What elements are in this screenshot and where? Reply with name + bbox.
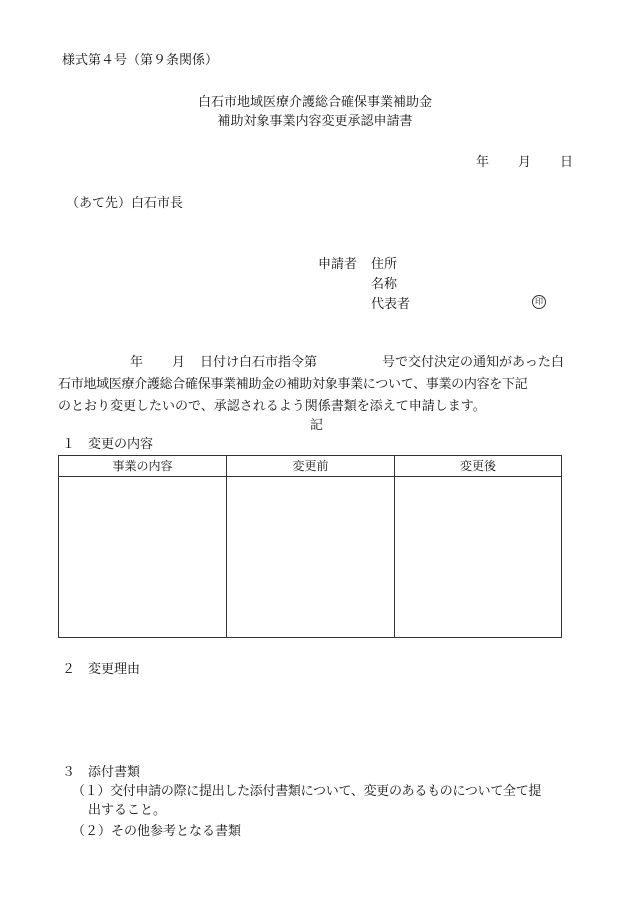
section2-heading: ２ 変更理由 [62, 662, 141, 677]
attachment-item1-line1: （１）交付申請の際に提出した添付書類について、変更のあるものについて全て提 [72, 784, 542, 799]
form-number: 様式第４号（第９条関係） [62, 53, 219, 68]
change-table [58, 455, 562, 638]
form-title-line2: 補助対象事業内容変更承認申請書 [217, 114, 413, 129]
body-line3: のとおり変更したいので、承認されるよう関係書類を添えて申請します。 [58, 399, 486, 414]
ki-label: 記 [310, 418, 324, 433]
table-header-row [59, 456, 561, 477]
body-day-ref: 日付け白石市指令第 [200, 355, 318, 370]
addressee: （あて先）白石市長 [66, 196, 184, 211]
body-line2: 石市地域医療介護総合確保事業補助金の補助対象事業について、事業の内容を下記 [58, 377, 528, 392]
section1-heading: １ 変更の内容 [62, 437, 154, 452]
cell-before[interactable] [227, 477, 394, 637]
body-month: 月 [172, 355, 186, 370]
representative-label: 代表者 [371, 297, 411, 312]
date-day: 日 [560, 155, 574, 170]
column-header-after: 変更後 [459, 459, 496, 473]
column-header-before: 変更前 [292, 459, 329, 473]
body-number-ref: 号で交付決定の通知があった白 [382, 355, 564, 370]
attachment-item2: （２）その他参考となる書類 [72, 824, 242, 839]
seal-icon: 印 [532, 295, 546, 309]
name-label: 名称 [371, 277, 398, 292]
form-title-line1: 白石市地域医療介護総合確保事業補助金 [197, 95, 432, 110]
section3-heading: ３ 添付書類 [62, 765, 141, 780]
body-year: 年 [130, 355, 144, 370]
column-header-content: 事業の内容 [112, 459, 173, 473]
applicant-label: 申請者 [318, 257, 358, 272]
cell-content[interactable] [59, 477, 226, 637]
date-year: 年 [476, 155, 490, 170]
date-month: 月 [518, 155, 532, 170]
address-label: 住所 [371, 257, 398, 272]
attachment-item1-line2: 出すること。 [88, 803, 167, 818]
cell-after[interactable] [395, 477, 561, 637]
